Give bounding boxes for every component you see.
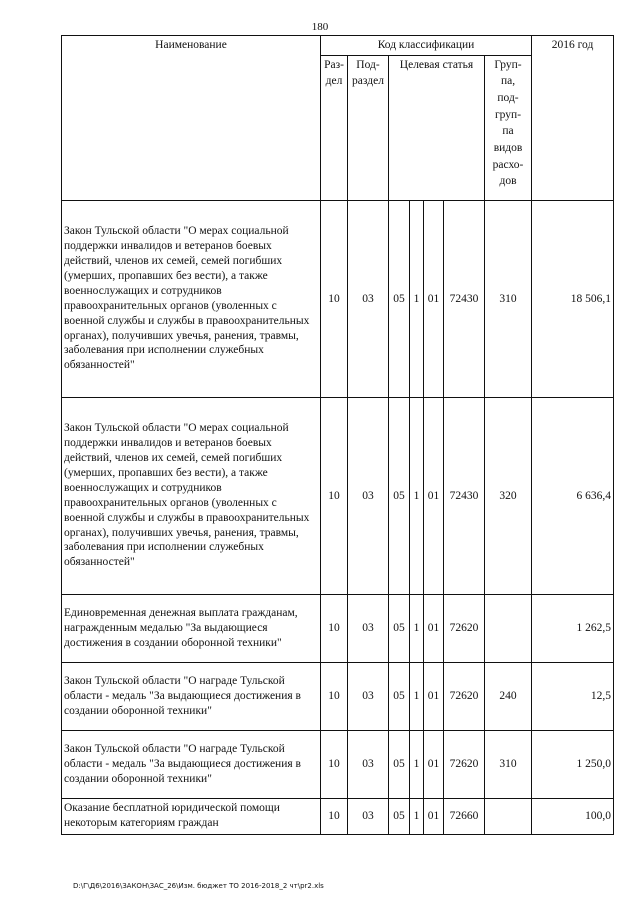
row-subsection: 03: [348, 798, 389, 834]
table-row: [62, 730, 614, 798]
row-target-program: 05: [389, 730, 410, 798]
row-subsection: 03: [348, 662, 389, 730]
table-row: [62, 200, 614, 397]
row-section: 10: [321, 397, 348, 594]
table-row: [62, 594, 614, 662]
row-target-direction: 72620: [444, 594, 485, 662]
row-subsection: 03: [348, 730, 389, 798]
row-name: Оказание бесплатной юридической помощи некоторым категориям граждан: [62, 798, 321, 834]
row-expense-group: 310: [485, 730, 532, 798]
row-target-program: 05: [389, 594, 410, 662]
row-section: 10: [321, 200, 348, 397]
row-target-direction: 72660: [444, 798, 485, 834]
row-subsection: 03: [348, 200, 389, 397]
row-name: Закон Тульской области "О награде Тульской области - медаль "За выдающиеся достижения в создании оборонной техники": [62, 730, 321, 798]
header-year: 2016 год: [532, 36, 614, 201]
row-amount: 100,0: [532, 798, 614, 834]
header-name: Наименование: [62, 36, 321, 201]
row-target-event: 01: [424, 594, 444, 662]
row-target-direction: 72430: [444, 397, 485, 594]
row-target-program: 05: [389, 798, 410, 834]
row-name: Единовременная денежная выплата гражданам, награжденным медалью "За выдающиеся достижения в создании оборонной техники": [62, 594, 321, 662]
row-section: 10: [321, 594, 348, 662]
row-section: 10: [321, 798, 348, 834]
row-target-subprogram: 1: [410, 397, 424, 594]
row-amount: 12,5: [532, 662, 614, 730]
table-row: [62, 397, 614, 594]
row-target-subprogram: 1: [410, 730, 424, 798]
row-amount: 18 506,1: [532, 200, 614, 397]
row-target-event: 01: [424, 200, 444, 397]
row-name: Закон Тульской области "О мерах социальной поддержки инвалидов и ветеранов боевых действий, членов их семей, семей погибших (умерших, пропавших без вести), а также военнослужащих и сотрудников правоохранительных органов (уволенных с военной службы и службы в правоохранительных органах), получивших увечья, ранения, травмы, заболевания при исполнении служебных обязанностей": [62, 397, 321, 594]
row-target-subprogram: 1: [410, 594, 424, 662]
row-target-event: 01: [424, 798, 444, 834]
row-target-direction: 72620: [444, 730, 485, 798]
row-amount: 1 250,0: [532, 730, 614, 798]
row-expense-group: [485, 798, 532, 834]
file-path-footer: D:\Г\Д6\2016\ЗАКОН\ЗАС_26\Изм. бюджет ТО 2016-2018_2 чт\pr2.xls: [73, 882, 324, 890]
row-name: Закон Тульской области "О награде Тульской области - медаль "За выдающиеся достижения в создании оборонной техники": [62, 662, 321, 730]
row-target-subprogram: 1: [410, 798, 424, 834]
row-name: Закон Тульской области "О мерах социальной поддержки инвалидов и ветеранов боевых действий, членов их семей, семей погибших (умерших, пропавших без вести), а также военнослужащих и сотрудников правоохранительных органов (уволенных с военной службы и службы в правоохранительных органах), получивших увечья, ранения, травмы, заболевания при исполнении служебных обязанностей": [62, 200, 321, 397]
table-row: [62, 662, 614, 730]
header-classification-code: Код классификации: [321, 36, 532, 56]
page-number: 180: [311, 21, 329, 33]
row-target-direction: 72620: [444, 662, 485, 730]
row-expense-group: [485, 594, 532, 662]
row-target-subprogram: 1: [410, 200, 424, 397]
header-target-article: Целевая статья: [389, 55, 485, 200]
row-subsection: 03: [348, 397, 389, 594]
row-subsection: 03: [348, 594, 389, 662]
row-target-direction: 72430: [444, 200, 485, 397]
header-subsection: Под- раздел: [348, 55, 389, 200]
row-target-subprogram: 1: [410, 662, 424, 730]
table-row: [62, 798, 614, 834]
budget-table: [61, 35, 614, 835]
row-target-event: 01: [424, 730, 444, 798]
row-target-program: 05: [389, 200, 410, 397]
header-section: Раз- дел: [321, 55, 348, 200]
row-expense-group: 240: [485, 662, 532, 730]
row-expense-group: 320: [485, 397, 532, 594]
header-expense-group: Груп- па, под- груп- па видов расхо- дов: [485, 55, 532, 200]
row-target-event: 01: [424, 662, 444, 730]
row-section: 10: [321, 730, 348, 798]
row-section: 10: [321, 662, 348, 730]
row-target-event: 01: [424, 397, 444, 594]
row-target-program: 05: [389, 662, 410, 730]
row-amount: 6 636,4: [532, 397, 614, 594]
row-target-program: 05: [389, 397, 410, 594]
row-amount: 1 262,5: [532, 594, 614, 662]
row-expense-group: 310: [485, 200, 532, 397]
